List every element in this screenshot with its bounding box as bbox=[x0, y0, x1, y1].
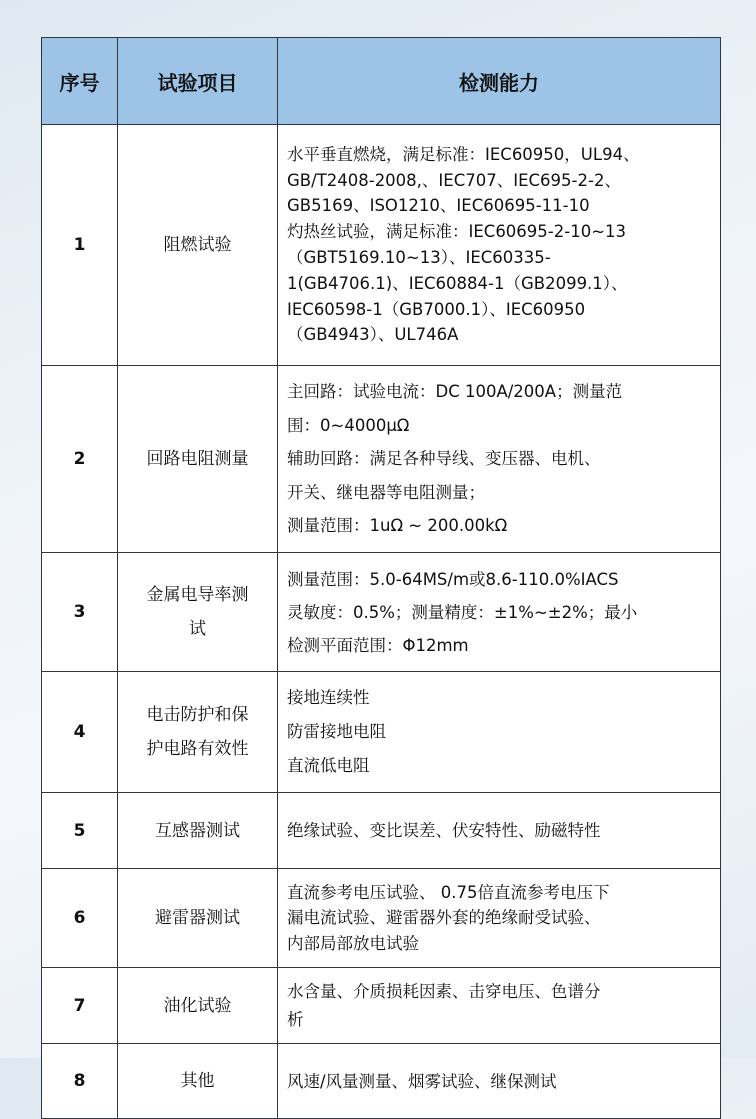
table-row bbox=[42, 125, 721, 366]
row-number: 5 bbox=[42, 793, 118, 869]
row-test-item bbox=[118, 968, 278, 1044]
capability-line: （GBT5169.10~13）、IEC60335- bbox=[287, 248, 551, 267]
row-test-item bbox=[118, 366, 278, 553]
capability-line: 水平垂直燃烧，满足标准：IEC60950，UL94、 bbox=[287, 144, 640, 164]
test-item-line: 金属电导率测 bbox=[146, 585, 249, 605]
row-test-item bbox=[118, 125, 278, 366]
capability-line: 直流低电阻 bbox=[287, 756, 370, 775]
row-capability bbox=[278, 553, 721, 672]
capability-line: GB/T2408-2008,、IEC707、IEC695-2-2、 bbox=[287, 170, 621, 190]
row-capability bbox=[278, 793, 721, 869]
capability-line: 漏电流试验、避雷器外套的绝缘耐受试验、 bbox=[287, 908, 601, 928]
row-number: 1 bbox=[42, 125, 118, 366]
capability-line: 风速/风量测量、烟雾试验、继保测试 bbox=[287, 1071, 557, 1091]
test-item-line: 电击防护和保 bbox=[146, 705, 249, 725]
test-item-line: 避雷器测试 bbox=[155, 908, 240, 928]
capability-line: 测量范围：1uΩ ~ 200.00kΩ bbox=[287, 516, 508, 536]
row-number: 8 bbox=[42, 1044, 118, 1119]
capability-line: 围：0~4000μΩ bbox=[287, 415, 410, 435]
row-capability bbox=[278, 125, 721, 366]
table-header-row bbox=[42, 38, 721, 125]
capability-line: 绝缘试验、变比误差、伏安特性、励磁特性 bbox=[287, 821, 601, 840]
capability-line: 接地连续性 bbox=[287, 688, 370, 707]
test-item-line: 油化试验 bbox=[163, 995, 232, 1016]
row-test-item bbox=[118, 1044, 278, 1119]
capability-line: 辅助回路：满足各种导线、变压器、电机、 bbox=[287, 449, 601, 469]
table-row bbox=[42, 366, 721, 553]
test-item-line: 试 bbox=[189, 619, 206, 639]
header-test-capability: 检测能力 bbox=[278, 38, 721, 125]
row-capability bbox=[278, 968, 721, 1044]
capability-line: 测量范围：5.0-64MS/m或8.6-110.0%IACS bbox=[287, 569, 619, 589]
capability-line: 析 bbox=[287, 1009, 304, 1029]
test-capability-table bbox=[41, 37, 721, 1119]
table-row bbox=[42, 1044, 721, 1119]
row-capability bbox=[278, 672, 721, 793]
capability-line: 水含量、介质损耗因素、击穿电压、色谱分 bbox=[287, 981, 601, 1001]
test-item-line: 护电路有效性 bbox=[146, 739, 249, 759]
capability-line: 开关、继电器等电阻测量； bbox=[287, 482, 485, 502]
capability-line: GB5169、ISO1210、IEC60695-11-10 bbox=[287, 196, 590, 216]
row-number: 6 bbox=[42, 869, 118, 968]
row-number: 7 bbox=[42, 968, 118, 1044]
header-test-item: 试验项目 bbox=[118, 38, 278, 125]
test-item-line: 互感器测试 bbox=[155, 820, 240, 841]
table-row bbox=[42, 793, 721, 869]
test-item-line: 其他 bbox=[180, 1071, 215, 1091]
capability-line: 内部局部放电试验 bbox=[287, 933, 419, 953]
capability-line: 灼热丝试验，满足标准：IEC60695-2-10~13 bbox=[287, 222, 627, 242]
row-test-item bbox=[118, 793, 278, 869]
row-test-item bbox=[118, 672, 278, 793]
table-row bbox=[42, 672, 721, 793]
capability-line: 主回路：试验电流：DC 100A/200A；测量范 bbox=[287, 382, 623, 402]
row-number: 3 bbox=[42, 553, 118, 672]
row-test-item bbox=[118, 869, 278, 968]
row-capability bbox=[278, 366, 721, 553]
row-capability bbox=[278, 869, 721, 968]
capability-line: IEC60598-1（GB7000.1）、IEC60950 bbox=[287, 299, 586, 319]
row-number: 4 bbox=[42, 672, 118, 793]
row-number: 2 bbox=[42, 366, 118, 553]
capability-line: 防雷接地电阻 bbox=[287, 722, 386, 741]
table-row bbox=[42, 553, 721, 672]
capability-line: （GB4943）、UL746A bbox=[287, 325, 459, 345]
header-serial-number: 序号 bbox=[42, 38, 118, 125]
test-item-line: 阻燃试验 bbox=[163, 235, 232, 255]
capability-line: 1(GB4706.1)、IEC60884-1（GB2099.1）、 bbox=[287, 273, 628, 293]
capability-line: 灵敏度：0.5%；测量精度：±1%~±2%；最小 bbox=[287, 602, 638, 622]
row-test-item bbox=[118, 553, 278, 672]
table-row bbox=[42, 968, 721, 1044]
table-row bbox=[42, 869, 721, 968]
capability-line: 直流参考电压试验、 0.75倍直流参考电压下 bbox=[287, 882, 610, 902]
row-capability bbox=[278, 1044, 721, 1119]
capability-line: 检测平面范围：Φ12mm bbox=[287, 635, 469, 655]
test-item-line: 回路电阻测量 bbox=[146, 449, 249, 469]
